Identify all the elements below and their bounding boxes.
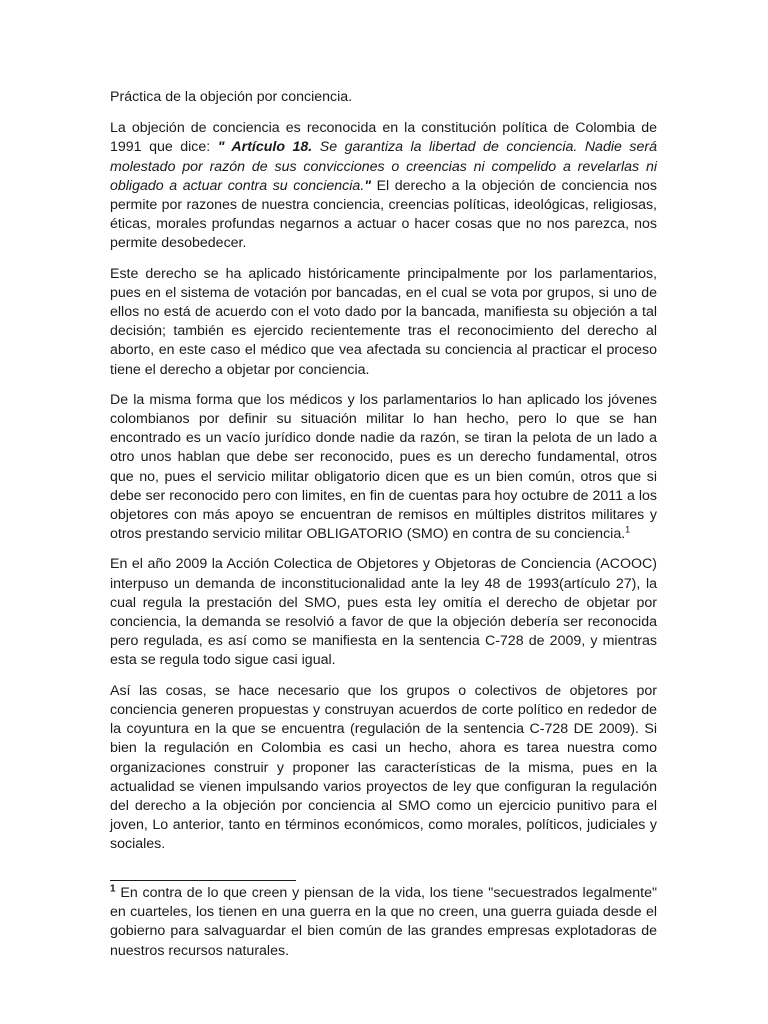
paragraph-acooc: En el año 2009 la Acción Colectica de Objetores y Objetoras de Conciencia (ACOOC) interpuso un demanda de inconstitucionalidad ante la ley 48 de 1993(artículo 27), la cual regula la prestación del SMO, pues esta ley omitía el derecho de objetar por conciencia, la demanda se resolvió a favor de que la objeción debería ser reconocida pero regulada, es así como se manifiesta en la sentencia C-728 de 2009, y mientras esta se regula todo sigue casi igual.	[110, 556, 657, 669]
footnote-number: 1	[110, 883, 116, 895]
article-quote: Se garantiza la libertad de conciencia. Nadie será molestado por razón de sus convicciones o creencias ni compelido a revelarlas ni obligado a actuar contra su conciencia.	[110, 139, 657, 194]
quote-close-mark: "	[364, 177, 371, 194]
paragraph-conclusion: Así las cosas, se hace necesario que los grupos o colectivos de objetores por conciencia generen propuestas y construyan acuerdos de corte político en rededor de la coyuntura en la que se encuentra (regulación de la sentencia C-728 DE 2009). Si bien la regulación en Colombia es casi un hecho, ahora es tarea nuestra como organizaciones construir y proponer las características de la misma, pues en la actualidad se vienen impulsando varios proyectos de ley que configuran la regulación del derecho a la objeción por conciencia al SMO como un ejercicio punitivo para el joven, Lo anterior, tanto en términos económicos, como morales, políticos, judiciales y sociales.	[110, 682, 657, 853]
quote-open-mark: "	[217, 139, 232, 156]
document-title: Práctica de la objeción por conciencia.	[110, 89, 353, 105]
paragraph-constitution	[110, 119, 657, 253]
footnote-divider	[110, 880, 296, 881]
paragraph-3-text: De la misma forma que los médicos y los parlamentarios lo han aplicado los jóvenes colombianos por definir su situación militar lo han hecho, pero lo que se han encontrado es un vacío jurídico donde nadie da razón, se tiran la pelota de un lado a otro unos hablan que debe ser reconocido, pues es un derecho fundamental, otros que no, pues el servicio militar obligatorio dicen que es un bien común, otros que si debe ser reconocido pero con limites, en fin de cuentas para hoy octubre de 2011 a los objetores con más apoyo se encuentran de remisos en múltiples distritos militares y otros prestando servicio militar OBLIGATORIO (SMO) en contra de su conciencia.	[110, 391, 657, 543]
footnote-reference[interactable]: 1	[625, 524, 631, 535]
document-body	[110, 88, 657, 866]
paragraph-parliament: Este derecho se ha aplicado históricamente principalmente por los parlamentarios, pues en el sistema de votación por bancadas, en el cual se vota por grupos, si uno de ellos no está de acuerdo con el voto dado por la bancada, manifiesta su objeción a tal decisión; también es ejercido recientemente tras el reconocimiento del derecho al aborto, en este caso el médico que vea afectada su conciencia al practicar el proceso tiene el derecho a objetar por conciencia.	[110, 265, 657, 378]
paragraph-military-service	[110, 391, 657, 545]
footnote-text: En contra de lo que creen y piensan de la vida, los tiene "secuestrados legalmente" en cuarteles, los tienen en una guerra en la que no creen, una guerra guiada desde el gobierno para salvaguardar el bien común de las grandes empresas explotadoras de nuestros recursos naturales.	[110, 885, 657, 959]
paragraph-1-lead: La objeción de conciencia es reconocida en la constitución política de Colombia de 1991 que dice:	[110, 120, 657, 156]
article-label: Artículo 18.	[231, 139, 313, 156]
paragraph-1-tail: El derecho a la objeción de conciencia nos permite por razones de nuestra conciencia, creencias políticas, ideológicas, religiosas, éticas, morales profundas negarnos a actuar o hacer cosas que no nos parezca, nos permite desobedecer.	[110, 177, 657, 252]
footnote	[110, 884, 657, 961]
